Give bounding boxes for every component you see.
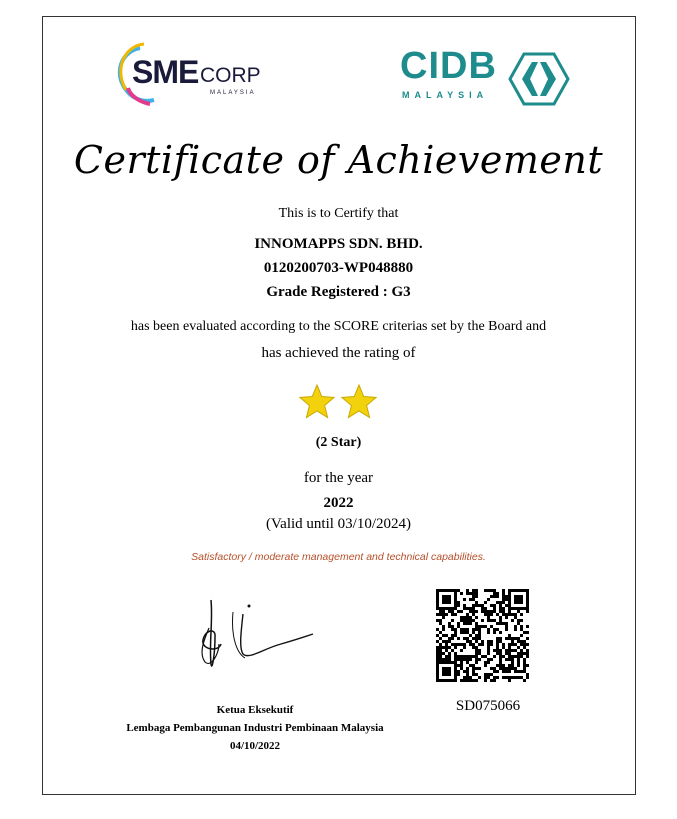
star-icon [297,382,337,422]
cidb-logo [400,46,570,106]
for-year-text: for the year [303,470,374,486]
cidb-sub-text: MALAYSIA [402,90,489,100]
rating-label: (2 Star) [315,435,362,450]
star-icon [339,382,379,422]
evaluation-text: has been evaluated according to the SCORE criterias set by the Board and [130,319,547,334]
star-rating [297,382,381,422]
signatory-organization: Lembaga Pembangunan Industri Pembinaan Malaysia [126,722,384,734]
smecorp-suffix-text: CORP [200,64,261,87]
achieved-text: has achieved the rating of [261,345,416,361]
signatory-title: Ketua Eksekutif [216,704,294,716]
smecorp-main-text: SME [132,54,199,90]
smecorp-logo [110,40,280,106]
company-name: INNOMAPPS SDN. BHD. [254,236,423,252]
smecorp-sub-text: MALAYSIA [210,90,256,96]
cidb-main-text: CIDB [400,45,497,87]
certify-text: This is to Certify that [278,206,399,221]
certificate-year: 2022 [323,495,354,511]
qr-code [436,589,530,683]
valid-until: (Valid until 03/10/2024) [266,516,411,532]
grade-registered: Grade Registered : G3 [266,284,411,300]
signature-date: 04/10/2022 [229,740,281,752]
rating-remark: Satisfactory / moderate management and technical capabilities. [191,551,486,563]
signature-image [185,592,325,692]
registration-number: 0120200703-WP048880 [263,260,414,276]
cidb-hexagon-icon [508,52,570,106]
serial-number: SD075066 [455,698,521,714]
certificate-title: Certificate of Achievement [73,138,604,182]
